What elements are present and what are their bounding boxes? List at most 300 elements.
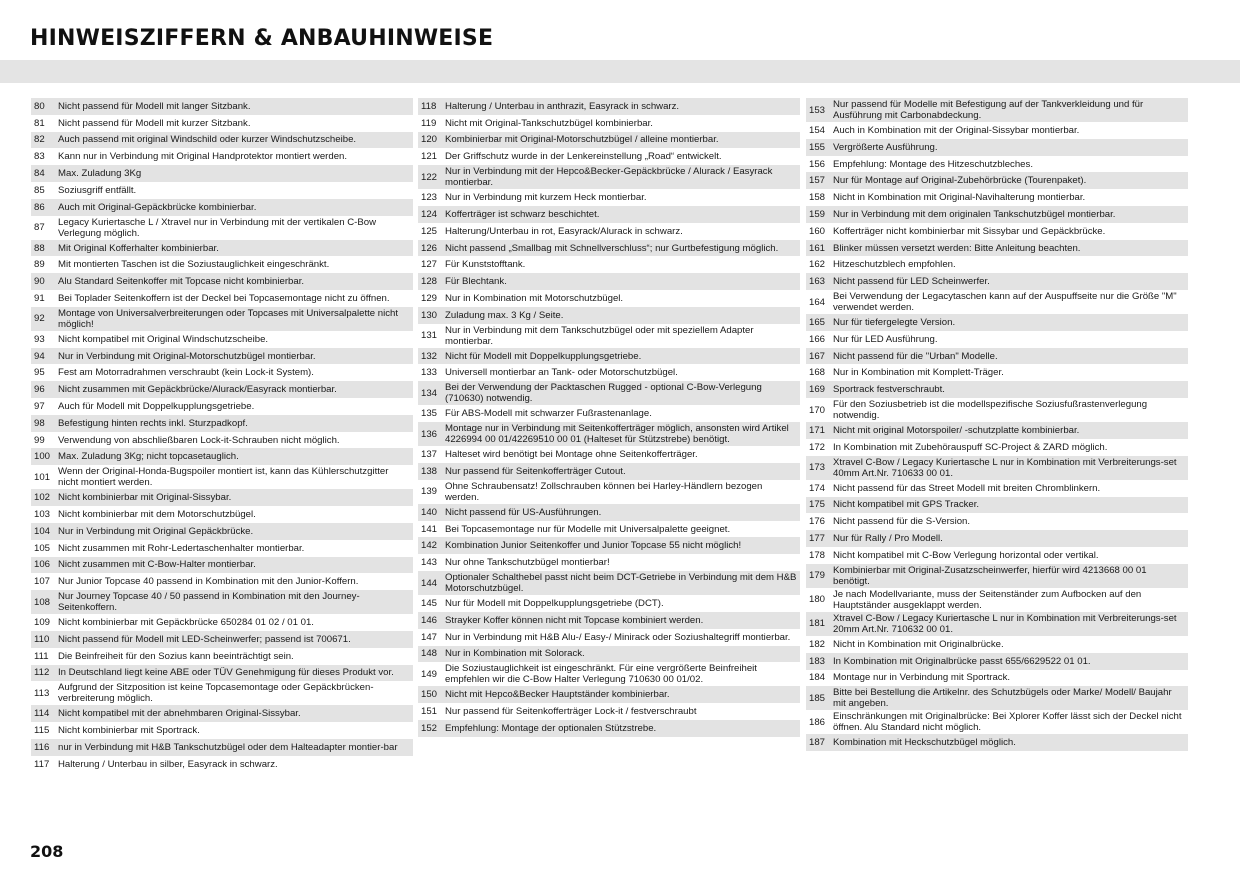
note-number: 137 xyxy=(421,449,438,461)
note-text: Der Griffschutz wurde in der Lenkereinstellung „Road“ entwickelt. xyxy=(445,151,722,163)
note-text: Kombinierbar mit Original-Motorschutzbügel / alleine montierbar. xyxy=(445,134,719,146)
note-number: 168 xyxy=(809,367,826,379)
note-number: 108 xyxy=(34,596,51,608)
note-text: Nicht mit Original-Tankschutzbügel kombinierbar. xyxy=(445,117,653,129)
note-row xyxy=(31,590,413,614)
note-number: 91 xyxy=(34,292,45,304)
note-text: Optionaler Schalthebel passt nicht beim DCT-Getriebe in Verbindung mit dem H&B Motorschutzbügel. xyxy=(445,572,797,595)
note-number: 130 xyxy=(421,309,438,321)
note-number: 175 xyxy=(809,499,826,511)
note-number: 136 xyxy=(421,428,438,440)
note-row xyxy=(31,614,413,631)
note-row xyxy=(806,439,1188,456)
note-row xyxy=(418,662,800,686)
note-text: Nicht mit Hepco&Becker Hauptständer kombinierbar. xyxy=(445,689,670,701)
note-row xyxy=(31,331,413,348)
note-number: 92 xyxy=(34,313,45,325)
note-row xyxy=(806,98,1188,122)
note-text: Die Soziustauglichkeit ist eingeschränkt. Für eine vergrößerte Beinfreiheit empfehlen wir die C-Bow Halter Verlegung 710630 00 01/02. xyxy=(445,663,757,686)
note-text: Halteset wird benötigt bei Montage ohne Seitenkofferträger. xyxy=(445,449,698,461)
page-title: HINWEISZIFFERN & ANBAUHINWEISE xyxy=(30,26,494,51)
note-number: 180 xyxy=(809,594,826,606)
note-number: 111 xyxy=(34,650,49,662)
note-text: Nur passend für Modelle mit Befestigung auf der Tankverkleidung und für Ausführung mit Carbonabdeckung. xyxy=(833,99,1144,122)
note-text: Nicht kompatibel mit Original Windschutzscheibe. xyxy=(58,333,269,345)
note-row xyxy=(418,273,800,290)
note-text: Nur Junior Topcase 40 passend in Kombination mit den Junior-Koffern. xyxy=(58,576,359,588)
note-row xyxy=(806,456,1188,480)
note-text: Nicht zusammen mit C-Bow-Halter montierbar. xyxy=(58,559,256,571)
note-row xyxy=(31,216,413,240)
note-number: 148 xyxy=(421,648,438,660)
note-text: Nicht in Kombination mit Originalbrücke. xyxy=(833,638,1004,650)
note-number: 97 xyxy=(34,400,45,412)
note-row xyxy=(31,398,413,415)
note-number: 164 xyxy=(809,296,826,308)
note-text: Nur in Verbindung mit Original-Motorschutzbügel montierbar. xyxy=(58,350,316,362)
note-text: Nur in Verbindung mit kurzem Heck montierbar. xyxy=(445,192,647,204)
note-number: 121 xyxy=(421,151,438,163)
note-number: 170 xyxy=(809,404,826,416)
note-row xyxy=(31,489,413,506)
note-number: 183 xyxy=(809,655,826,667)
note-text: Xtravel C-Bow / Legacy Kuriertasche L nur in Kombination mit Verbreiterungs-set 20mm Art.Nr. 710632 00 01. xyxy=(833,612,1177,635)
note-row xyxy=(806,122,1188,139)
note-number: 89 xyxy=(34,259,45,271)
note-number: 88 xyxy=(34,242,45,254)
note-text: Auch in Kombination mit der Original-Sissybar montierbar. xyxy=(833,124,1080,136)
note-number: 118 xyxy=(421,100,437,112)
note-row xyxy=(418,686,800,703)
note-text: Zuladung max. 3 Kg / Seite. xyxy=(445,309,564,321)
note-text: Nur in Verbindung mit H&B Alu-/ Easy-/ Minirack oder Soziushaltegriff montierbar. xyxy=(445,631,791,643)
note-row xyxy=(31,557,413,574)
note-number: 93 xyxy=(34,333,45,345)
note-row xyxy=(806,189,1188,206)
note-row xyxy=(31,273,413,290)
note-row xyxy=(806,223,1188,240)
note-row xyxy=(418,405,800,422)
note-number: 176 xyxy=(809,516,826,528)
note-row xyxy=(418,463,800,480)
note-number: 165 xyxy=(809,316,826,328)
note-number: 145 xyxy=(421,597,438,609)
note-text: Kombination mit Heckschutzbügel möglich. xyxy=(833,737,1016,749)
note-text: Nur in Verbindung mit Original Gepäckbrücke. xyxy=(58,525,254,537)
note-number: 116 xyxy=(34,741,50,753)
note-number: 101 xyxy=(34,471,51,483)
note-text: Bei Toplader Seitenkoffern ist der Deckel bei Topcasemontage nicht zu öffnen. xyxy=(58,292,390,304)
note-row xyxy=(418,348,800,365)
note-text: Wenn der Original-Honda-Bugspoiler montiert ist, kann das Kühlerschutzgitter nicht montiert werden. xyxy=(58,466,389,489)
note-number: 98 xyxy=(34,417,45,429)
note-number: 81 xyxy=(34,117,45,129)
note-row xyxy=(418,720,800,737)
note-number: 104 xyxy=(34,525,51,537)
note-text: Sportrack festverschraubt. xyxy=(833,384,945,396)
note-row xyxy=(806,710,1188,734)
note-number: 112 xyxy=(34,667,50,679)
note-row xyxy=(418,256,800,273)
note-number: 94 xyxy=(34,350,45,362)
note-row xyxy=(31,432,413,449)
note-row xyxy=(418,364,800,381)
note-row xyxy=(418,480,800,504)
note-text: Max. Zuladung 3Kg; nicht topcasetauglich. xyxy=(58,451,239,463)
note-text: Befestigung hinten rechts inkl. Sturzpadkopf. xyxy=(58,417,248,429)
note-number: 82 xyxy=(34,134,45,146)
note-text: Halterung / Unterbau in silber, Easyrack in schwarz. xyxy=(58,758,278,770)
note-row xyxy=(418,703,800,720)
note-text: Nur Journey Topcase 40 / 50 passend in Kombination mit den Journey-Seitenkoffern. xyxy=(58,591,360,614)
note-row xyxy=(806,670,1188,687)
note-number: 155 xyxy=(809,141,826,153)
note-row xyxy=(31,739,413,756)
note-row xyxy=(418,240,800,257)
note-number: 83 xyxy=(34,151,45,163)
note-number: 117 xyxy=(34,758,50,770)
note-number: 127 xyxy=(421,259,438,271)
note-number: 84 xyxy=(34,168,45,180)
note-row xyxy=(806,240,1188,257)
note-number: 125 xyxy=(421,225,438,237)
page-number: 208 xyxy=(30,842,64,861)
note-row xyxy=(418,446,800,463)
note-row xyxy=(31,165,413,182)
note-row xyxy=(31,523,413,540)
note-row xyxy=(806,636,1188,653)
note-text: Montage nur in Verbindung mit Seitenkofferträger möglich, ansonsten wird Artikel 4226994 00 01/42269510 00 01 (Halteset für Stützstrebe) benötigt. xyxy=(445,423,789,446)
note-number: 158 xyxy=(809,192,826,204)
note-row xyxy=(806,480,1188,497)
note-number: 100 xyxy=(34,451,51,463)
note-text: Die Beinfreiheit für den Sozius kann beeinträchtigt sein. xyxy=(58,650,294,662)
note-row xyxy=(806,364,1188,381)
note-text: Nicht passend für US-Ausführungen. xyxy=(445,506,602,518)
note-number: 159 xyxy=(809,208,826,220)
note-text: Nicht zusammen mit Rohr-Ledertaschenhalter montierbar. xyxy=(58,542,305,554)
note-number: 123 xyxy=(421,192,438,204)
note-text: Nicht für Modell mit Doppelkupplungsgetriebe. xyxy=(445,350,642,362)
header-band xyxy=(0,60,1240,83)
note-row xyxy=(418,537,800,554)
note-number: 131 xyxy=(421,330,438,342)
note-row xyxy=(806,588,1188,612)
note-number: 146 xyxy=(421,614,438,626)
note-number: 173 xyxy=(809,462,826,474)
note-text: Kofferträger ist schwarz beschichtet. xyxy=(445,208,600,220)
note-number: 124 xyxy=(421,208,438,220)
note-row xyxy=(31,573,413,590)
note-number: 102 xyxy=(34,492,51,504)
note-number: 174 xyxy=(809,482,826,494)
note-text: Nur für Rally / Pro Modell. xyxy=(833,533,943,545)
note-row xyxy=(418,189,800,206)
note-row xyxy=(31,182,413,199)
note-number: 110 xyxy=(34,633,50,645)
note-row xyxy=(806,172,1188,189)
note-text: Mit montierten Taschen ist die Soziustauglichkeit eingeschränkt. xyxy=(58,259,330,271)
note-number: 182 xyxy=(809,638,826,650)
note-row xyxy=(806,513,1188,530)
note-row xyxy=(418,165,800,189)
note-text: Nur für Montage auf Original-Zubehörbrücke (Tourenpaket). xyxy=(833,175,1087,187)
note-number: 154 xyxy=(809,124,826,136)
note-text: Kombinierbar mit Original-Zusatzscheinwerfer, hierfür wird 4213668 00 01 benötigt. xyxy=(833,564,1147,587)
note-number: 153 xyxy=(809,104,826,116)
note-number: 177 xyxy=(809,533,826,545)
note-text: Vergrößerte Ausführung. xyxy=(833,141,938,153)
note-row xyxy=(31,506,413,523)
note-row xyxy=(31,681,413,705)
note-row xyxy=(31,199,413,216)
note-row xyxy=(31,98,413,115)
note-text: Alu Standard Seitenkoffer mit Topcase nicht kombinierbar. xyxy=(58,276,305,288)
note-number: 85 xyxy=(34,184,45,196)
note-text: Halterung/Unterbau in rot, Easyrack/Alurack in schwarz. xyxy=(445,225,683,237)
note-number: 151 xyxy=(421,706,438,718)
note-number: 99 xyxy=(34,434,45,446)
note-text: Auch mit Original-Gepäckbrücke kombinierbar. xyxy=(58,201,257,213)
note-text: Nicht passend für die S-Version. xyxy=(833,516,971,528)
note-row xyxy=(806,497,1188,514)
note-row xyxy=(31,648,413,665)
note-number: 107 xyxy=(34,576,51,588)
note-number: 86 xyxy=(34,201,45,213)
note-row xyxy=(418,554,800,571)
note-number: 128 xyxy=(421,276,438,288)
note-text: nur in Verbindung mit H&B Tankschutzbügel oder dem Halteadapter montier-bar xyxy=(58,741,398,753)
note-number: 106 xyxy=(34,559,51,571)
note-row xyxy=(31,307,413,331)
note-row xyxy=(806,348,1188,365)
note-text: Für den Soziusbetrieb ist die modellspezifische Soziusfußrastenverlegung notwendig. xyxy=(833,399,1148,422)
note-number: 150 xyxy=(421,689,438,701)
note-text: Nur in Kombination mit Komplett-Träger. xyxy=(833,367,1004,379)
note-number: 109 xyxy=(34,617,51,629)
note-text: Nicht passend für die "Urban" Modelle. xyxy=(833,350,998,362)
note-text: Auch passend mit original Windschild oder kurzer Windschutzscheibe. xyxy=(58,134,357,146)
note-text: Für Blechtank. xyxy=(445,276,507,288)
note-text: Nicht zusammen mit Gepäckbrücke/Alurack/Easyrack montierbar. xyxy=(58,384,337,396)
note-row xyxy=(31,364,413,381)
note-row xyxy=(806,314,1188,331)
note-text: Nur passend für Seitenkofferträger Cutout. xyxy=(445,465,626,477)
note-text: Nicht kompatibel mit der abnehmbaren Original-Sissybar. xyxy=(58,708,301,720)
note-number: 187 xyxy=(809,737,826,749)
note-row xyxy=(418,521,800,538)
note-number: 172 xyxy=(809,441,826,453)
note-text: Hitzeschutzblech empfohlen. xyxy=(833,259,956,271)
note-number: 122 xyxy=(421,171,438,183)
note-row xyxy=(418,115,800,132)
note-number: 126 xyxy=(421,242,438,254)
note-row xyxy=(806,653,1188,670)
note-number: 141 xyxy=(421,523,438,535)
note-number: 143 xyxy=(421,557,438,569)
note-text: Nur für LED Ausführung. xyxy=(833,333,938,345)
note-text: Nicht mit original Motorspoiler/ -schutzplatte kombinierbar. xyxy=(833,425,1080,437)
note-text: Universell montierbar an Tank- oder Motorschutzbügel. xyxy=(445,367,678,379)
note-number: 138 xyxy=(421,465,438,477)
note-number: 87 xyxy=(34,222,45,234)
note-text: Empfehlung: Montage der optionalen Stützstrebe. xyxy=(445,722,657,734)
note-row xyxy=(418,223,800,240)
note-row xyxy=(31,256,413,273)
note-text: Nicht kombinierbar mit Sportrack. xyxy=(58,725,200,737)
note-text: Kombination Junior Seitenkoffer und Junior Topcase 55 nicht möglich! xyxy=(445,540,742,552)
note-row xyxy=(418,324,800,348)
note-text: Blinker müssen versetzt werden: Bitte Anleitung beachten. xyxy=(833,242,1081,254)
note-number: 147 xyxy=(421,631,438,643)
note-number: 135 xyxy=(421,408,438,420)
note-row xyxy=(31,665,413,682)
note-row xyxy=(31,705,413,722)
note-number: 181 xyxy=(809,618,826,630)
note-text: Mit Original Kofferhalter kombinierbar. xyxy=(58,242,219,254)
note-number: 114 xyxy=(34,708,50,720)
note-text: Nur in Verbindung mit dem Tankschutzbügel oder mit speziellem Adapter montierbar. xyxy=(445,324,754,347)
note-text: Nur ohne Tankschutzbügel montierbar! xyxy=(445,557,610,569)
note-row xyxy=(806,331,1188,348)
note-row xyxy=(31,240,413,257)
notes-column-3 xyxy=(806,98,1188,751)
note-row xyxy=(806,139,1188,156)
note-number: 186 xyxy=(809,716,826,728)
note-row xyxy=(806,547,1188,564)
note-number: 156 xyxy=(809,158,826,170)
note-number: 113 xyxy=(34,687,50,699)
note-row xyxy=(31,722,413,739)
note-row xyxy=(31,540,413,557)
note-text: Bei Verwendung der Legacytaschen kann auf der Auspuffseite nur die Größe "M" verwendet werden. xyxy=(833,291,1177,314)
note-row xyxy=(31,631,413,648)
note-text: In Kombination mit Originalbrücke passt 655/6629522 01 01. xyxy=(833,655,1091,667)
note-text: Für ABS-Modell mit schwarzer Fußrastenanlage. xyxy=(445,408,652,420)
note-text: Montage von Universalverbreiterungen oder Topcases mit Universalpalette nicht möglich! xyxy=(58,307,399,330)
note-row xyxy=(418,206,800,223)
note-number: 178 xyxy=(809,549,826,561)
note-number: 152 xyxy=(421,722,438,734)
note-number: 80 xyxy=(34,100,45,112)
note-row xyxy=(418,595,800,612)
note-text: Kann nur in Verbindung mit Original Handprotektor montiert werden. xyxy=(58,151,348,163)
note-row xyxy=(806,256,1188,273)
note-text: Nur passend für Seitenkofferträger Lock-it / festverschraubt xyxy=(445,706,697,718)
note-text: Bei der Verwendung der Packtaschen Rugged - optional C-Bow-Verlegung (710630) notwendig. xyxy=(445,382,762,405)
note-row xyxy=(806,530,1188,547)
note-row xyxy=(31,756,413,773)
note-text: Nicht passend für LED Scheinwerfer. xyxy=(833,276,990,288)
note-row xyxy=(31,448,413,465)
note-number: 103 xyxy=(34,509,51,520)
note-text: Nicht in Kombination mit Original-Navihalterung montierbar. xyxy=(833,192,1086,204)
note-row xyxy=(806,422,1188,439)
note-row xyxy=(418,381,800,405)
note-number: 96 xyxy=(34,384,45,396)
note-number: 185 xyxy=(809,692,826,704)
note-text: In Kombination mit Zubehörauspuff SC-Project & ZARD möglich. xyxy=(833,441,1108,453)
note-row xyxy=(418,307,800,324)
note-row xyxy=(418,612,800,629)
note-text: Nicht passend für Modell mit LED-Scheinwerfer; passend ist 700671. xyxy=(58,633,351,645)
note-text: Nicht kombinierbar mit dem Motorschutzbügel. xyxy=(58,509,256,520)
note-number: 129 xyxy=(421,292,438,304)
note-text: Ohne Schraubensatz! Zollschrauben können bei Harley-Händlern bezogen werden. xyxy=(445,480,763,503)
note-text: Nicht kombinierbar mit Original-Sissybar. xyxy=(58,492,232,504)
note-row xyxy=(806,398,1188,422)
note-number: 179 xyxy=(809,570,826,582)
note-number: 149 xyxy=(421,668,438,680)
note-row xyxy=(806,381,1188,398)
note-text: Je nach Modellvariante, muss der Seitenständer zum Aufbocken auf den Hauptständer ausgeklappt werden. xyxy=(833,588,1142,611)
note-text: Halterung / Unterbau in anthrazit, Easyrack in schwarz. xyxy=(445,100,680,112)
note-text: Nicht passend für das Street Modell mit breiten Chromblinkern. xyxy=(833,482,1101,494)
note-text: Nur in Verbindung mit der Hepco&Becker-Gepäckbrücke / Alurack / Easyrack montierbar. xyxy=(445,166,773,189)
note-number: 171 xyxy=(809,425,826,437)
note-text: Aufgrund der Sitzposition ist keine Topcasemontage oder Gepäckbrücken-verbreiterung möglich. xyxy=(58,682,374,705)
note-text: In Deutschland liegt keine ABE oder TÜV Genehmigung für dieses Produkt vor. xyxy=(58,667,394,679)
note-text: Montage nur in Verbindung mit Sportrack. xyxy=(833,672,1011,684)
note-number: 140 xyxy=(421,506,438,518)
note-row xyxy=(31,132,413,149)
note-row xyxy=(806,273,1188,290)
note-number: 166 xyxy=(809,333,826,345)
note-row xyxy=(418,148,800,165)
note-number: 115 xyxy=(34,725,50,737)
note-number: 120 xyxy=(421,134,438,146)
note-row xyxy=(418,504,800,521)
note-row xyxy=(31,465,413,489)
note-number: 132 xyxy=(421,350,438,362)
note-row xyxy=(418,571,800,595)
note-text: Einschränkungen mit Originalbrücke: Bei Xplorer Koffer lässt sich der Deckel nicht öffnen. Alu Standard nicht möglich. xyxy=(833,711,1182,734)
note-row xyxy=(418,629,800,646)
note-row xyxy=(806,686,1188,710)
note-number: 162 xyxy=(809,259,826,271)
note-row xyxy=(31,381,413,398)
note-text: Nur für Modell mit Doppelkupplungsgetriebe (DCT). xyxy=(445,597,664,609)
note-text: Nur in Kombination mit Motorschutzbügel. xyxy=(445,292,624,304)
note-text: Auch für Modell mit Doppelkupplungsgetriebe. xyxy=(58,400,255,412)
note-number: 90 xyxy=(34,276,45,288)
note-number: 95 xyxy=(34,367,45,379)
note-number: 169 xyxy=(809,384,826,396)
note-text: Bitte bei Bestellung die Artikelnr. des Schutzbügels oder Marke/ Modell/ Baujahr mit angeben. xyxy=(833,687,1172,710)
note-row xyxy=(31,115,413,132)
note-text: Nicht passend für Modell mit langer Sitzbank. xyxy=(58,100,251,112)
note-row xyxy=(31,348,413,365)
note-number: 160 xyxy=(809,225,826,237)
note-text: Bei Topcasemontage nur für Modelle mit Universalpalette geeignet. xyxy=(445,523,731,535)
note-text: Nur für tiefergelegte Version. xyxy=(833,316,956,328)
note-row xyxy=(31,290,413,307)
note-text: Nicht passend für Modell mit kurzer Sitzbank. xyxy=(58,117,251,129)
note-text: Für Kunststofftank. xyxy=(445,259,526,271)
notes-column-1 xyxy=(31,98,413,773)
note-row xyxy=(418,98,800,115)
note-text: Legacy Kuriertasche L / Xtravel nur in Verbindung mit der vertikalen C-Bow Verlegung möglich. xyxy=(58,216,376,239)
note-row xyxy=(31,415,413,432)
note-text: Max. Zuladung 3Kg xyxy=(58,168,142,180)
note-row xyxy=(806,290,1188,314)
note-text: Nur in Kombination mit Solorack. xyxy=(445,648,585,660)
note-text: Soziusgriff entfällt. xyxy=(58,184,137,196)
note-row xyxy=(418,132,800,149)
note-text: Nicht kombinierbar mit Gepäckbrücke 650284 01 02 / 01 01. xyxy=(58,617,314,629)
note-row xyxy=(806,564,1188,588)
note-row xyxy=(418,646,800,663)
